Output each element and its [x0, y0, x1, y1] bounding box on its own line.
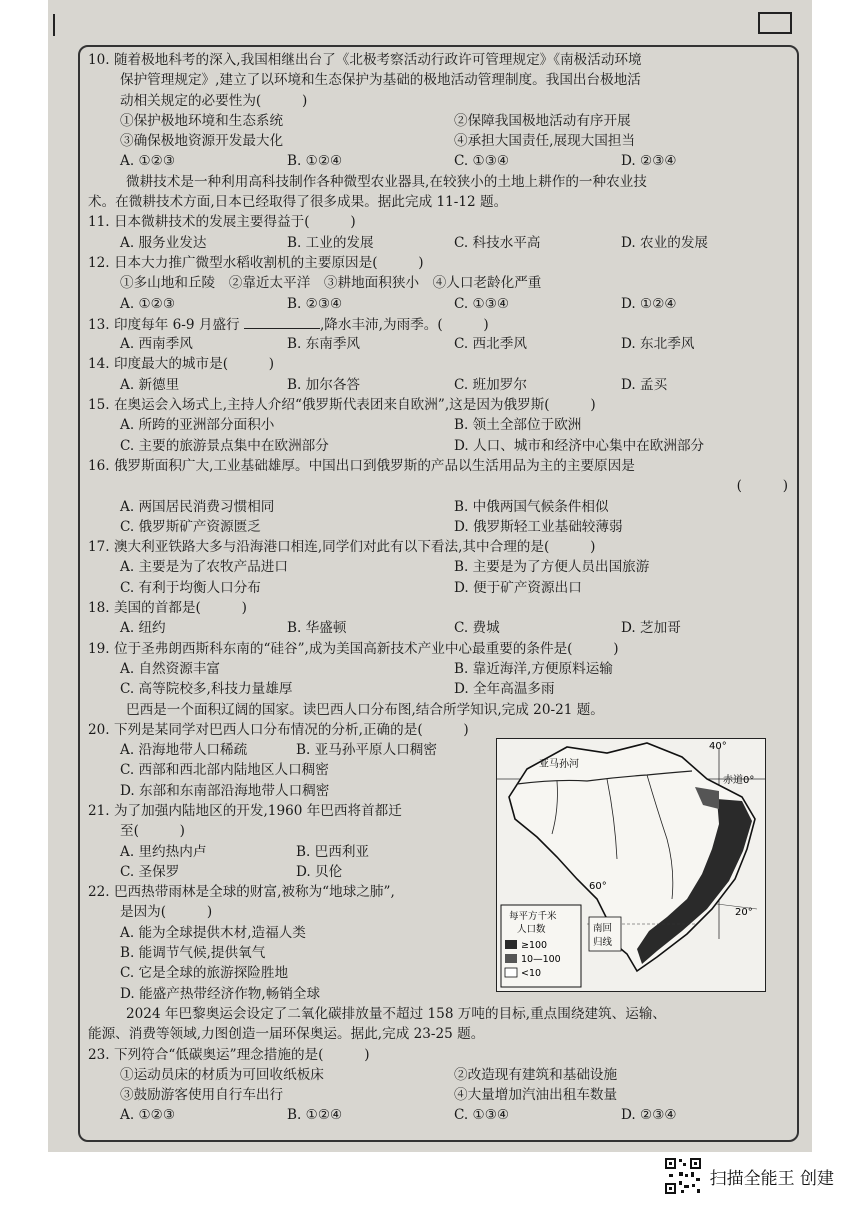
q13-stem-pre: 13. 印度每年 6-9 月盛行: [88, 316, 244, 333]
q11-options: [120, 233, 788, 253]
q10-s1: ①保护极地环境和生态系统: [120, 112, 284, 129]
q23-s2: ②改造现有建筑和基础设施: [454, 1066, 618, 1083]
q10-s2: ②保障我国极地活动有序开展: [454, 112, 631, 129]
q11-option-c: C. 科技水平高: [454, 234, 541, 251]
q11-option-b: B. 工业的发展: [287, 234, 374, 251]
q13-option-a: A. 西南季风: [120, 336, 193, 353]
q19-option-d: D. 全年高温多雨: [454, 681, 555, 698]
label-amazon: 亚马孙河: [539, 759, 579, 770]
tropic-label-1: 南回: [593, 923, 613, 934]
q17-option-b: B. 主要是为了方便人员出国旅游: [454, 559, 650, 576]
q23-options: [120, 1105, 788, 1125]
brazil-population-map: [496, 738, 766, 992]
q12-option-a: A. ①②③: [120, 295, 176, 312]
q13-stem-post: ,降水丰沛,为雨季。( ): [319, 316, 489, 333]
q22-option-a: A. 能为全球提供木材,造福人类: [120, 924, 306, 941]
q23-s3: ③鼓励游客使用自行车出行: [120, 1087, 284, 1104]
q21-option-c: C. 圣保罗: [120, 863, 180, 880]
q10-s4: ④承担大国责任,展现大国担当: [454, 133, 636, 150]
intro-23-25-line2: 能源、消费等领域,力图创造一届环保奥运。据此,完成 23-25 题。: [88, 1026, 485, 1043]
q20-option-b: B. 亚马孙平原人口稠密: [296, 742, 437, 759]
q18-option-b: B. 华盛顿: [287, 620, 347, 637]
q15-option-a: A. 所跨的亚洲部分面积小: [120, 417, 275, 434]
q18-option-c: C. 费城: [454, 620, 500, 637]
tropic-label-2: 归线: [593, 937, 613, 948]
q14-option-c: C. 班加罗尔: [454, 376, 527, 393]
q22-option-b: B. 能调节气候,提供氧气: [120, 945, 266, 962]
q12-option-c: C. ①③④: [454, 295, 510, 312]
qr-code-icon: [664, 1157, 702, 1195]
q16-option-b: B. 中俄两国气候条件相似: [454, 498, 609, 515]
q16-options-2: [120, 517, 788, 537]
q23-s4: ④大量增加汽油出租车数量: [454, 1087, 618, 1104]
q13-option-c: C. 西北季风: [454, 336, 527, 353]
q12-option-d: D. ①②④: [621, 295, 677, 312]
q10-options: [120, 151, 788, 171]
q12-option-b: B. ②③④: [287, 295, 343, 312]
page-edge-mark: [50, 14, 55, 36]
brazil-map-svg: [497, 739, 765, 991]
q14-options: [120, 375, 788, 395]
q22-option-d: D. 能盛产热带经济作物,畅销全球: [120, 985, 321, 1002]
q23-option-d: D. ②③④: [621, 1107, 677, 1124]
q10-statements-2: [120, 131, 788, 151]
q16-paren: ( ): [736, 478, 788, 495]
q15-stem: 15. 在奥运会入场式上,主持人介绍“俄罗斯代表团来自欧洲”,这是因为俄罗斯( ): [88, 397, 596, 414]
legend-swatch-mid: [505, 954, 517, 963]
label-60: 60°: [589, 881, 607, 892]
q18-stem: 18. 美国的首都是( ): [88, 600, 247, 617]
q10-statements-1: [120, 111, 788, 131]
legend-high: ≥100: [521, 940, 548, 951]
q17-stem: 17. 澳大利亚铁路大多与沿海港口相连,同学们对此有以下看法,其中合理的是( ): [88, 539, 596, 556]
q23-stem: 23. 下列符合“低碳奥运”理念措施的是( ): [88, 1046, 370, 1063]
legend-title1: 每平方千米: [509, 911, 557, 922]
legend-swatch-high: [505, 940, 517, 949]
q10-option-d: D. ②③④: [621, 153, 677, 170]
q15-option-d: D. 人口、城市和经济中心集中在欧洲部分: [454, 437, 705, 454]
q15-option-c: C. 主要的旅游景点集中在欧洲部分: [120, 437, 329, 454]
q16-options-1: [120, 497, 788, 517]
q21-line2: 至( ): [120, 823, 185, 840]
q10-option-c: C. ①③④: [454, 153, 510, 170]
legend-swatch-low: [505, 968, 517, 977]
q22-line1: 22. 巴西热带雨林是全球的财富,被称为“地球之肺”,: [88, 884, 395, 901]
q18-options: [120, 618, 788, 638]
q15-option-b: B. 领土全部位于欧洲: [454, 417, 582, 434]
q17-options-2: [120, 578, 788, 598]
q14-stem: 14. 印度最大的城市是( ): [88, 356, 275, 373]
q16-stem: 16. 俄罗斯面积广大,工业基础雄厚。中国出口到俄罗斯的产品以生活用品为主的主要原因是: [88, 457, 635, 474]
q21-option-b: B. 巴西利亚: [296, 843, 370, 860]
q17-option-c: C. 有利于均衡人口分布: [120, 579, 261, 596]
q22-line2: 是因为( ): [120, 904, 213, 921]
q13-stem: [88, 314, 788, 334]
intro-11-12-line1: 微耕技术是一种利用高科技制作各种微型农业器具,在较狭小的土地上耕作的一种农业技: [126, 173, 647, 190]
q20-option-a: A. 沿海地带人口稀疏: [120, 742, 248, 759]
q21-line1: 21. 为了加强内陆地区的开发,1960 年巴西将首都迁: [88, 802, 402, 819]
q22-option-c: C. 它是全球的旅游探险胜地: [120, 965, 289, 982]
legend-mid: 10—100: [521, 954, 561, 965]
corner-box: [758, 12, 792, 34]
q10-line3: 动相关规定的必要性为( ): [120, 92, 308, 109]
q19-option-c: C. 高等院校多,科技力量雄厚: [120, 681, 293, 698]
q14-option-b: B. 加尔各答: [287, 376, 361, 393]
q21-option-d: D. 贝伦: [296, 863, 343, 880]
q19-option-a: A. 自然资源丰富: [120, 660, 221, 677]
q10-line1: 10. 随着极地科考的深入,我国相继出台了《北极考察活动行政许可管理规定》《南极活动环境: [88, 52, 642, 68]
q10-line2: 保护管理规定》,建立了以环境和生态保护为基础的极地活动管理制度。我国出台极地活: [120, 72, 641, 89]
q10-s3: ③确保极地资源开发最大化: [120, 133, 284, 150]
q23-option-b: B. ①②④: [287, 1107, 343, 1124]
q23-option-c: C. ①③④: [454, 1107, 510, 1124]
q10-option-b: B. ①②④: [287, 153, 343, 170]
q12-statements: ①多山地和丘陵 ②靠近太平洋 ③耕地面积狭小 ④人口老龄化严重: [120, 275, 542, 292]
q15-options-2: [120, 436, 788, 456]
legend-title2: 人口数: [517, 924, 546, 935]
legend-low: <10: [521, 968, 542, 979]
q23-statements-1: [120, 1065, 788, 1085]
q19-options-1: [120, 659, 788, 679]
q11-option-d: D. 农业的发展: [621, 234, 709, 251]
q16-option-d: D. 俄罗斯轻工业基础较薄弱: [454, 518, 623, 535]
q13-blank: [244, 314, 320, 329]
q12-options: [120, 294, 788, 314]
q13-option-b: B. 东南季风: [287, 336, 361, 353]
q17-option-d: D. 便于矿产资源出口: [454, 579, 582, 596]
label-equator: 赤道0°: [723, 775, 755, 786]
q17-options-1: [120, 557, 788, 577]
q23-s1: ①运动员床的材质为可回收纸板床: [120, 1066, 324, 1083]
q11-stem: 11. 日本微耕技术的发展主要得益于( ): [88, 214, 356, 231]
watermark-text: 扫描全能王 创建: [709, 1168, 834, 1189]
q18-option-d: D. 芝加哥: [621, 620, 681, 637]
intro-23-25-line1: 2024 年巴黎奥运会设定了二氧化碳排放量不超过 158 万吨的目标,重点围绕建筑、运输、: [126, 1005, 667, 1022]
intro-20-21: 巴西是一个面积辽阔的国家。读巴西人口分布图,结合所学知识,完成 20-21 题。: [126, 701, 604, 718]
q14-option-a: A. 新德里: [120, 376, 180, 393]
label-20: 20°: [735, 907, 753, 918]
q13-option-d: D. 东北季风: [621, 336, 695, 353]
q23-statements-2: [120, 1085, 788, 1105]
intro-11-12-line2: 术。在微耕技术方面,日本已经取得了很多成果。据此完成 11-12 题。: [88, 194, 508, 211]
q11-option-a: A. 服务业发达: [120, 234, 207, 251]
q15-options-1: [120, 415, 788, 435]
q23-option-a: A. ①②③: [120, 1107, 176, 1124]
q19-stem: 19. 位于圣弗朗西斯科东南的“硅谷”,成为美国高新技术产业中心最重要的条件是( ): [88, 640, 619, 657]
q14-option-d: D. 孟买: [621, 376, 668, 393]
label-40: 40°: [709, 741, 727, 752]
q20-stem: 20. 下列是某同学对巴西人口分布情况的分析,正确的是( ): [88, 721, 469, 738]
q19-option-b: B. 靠近海洋,方便原料运输: [454, 660, 613, 677]
q13-options: [120, 334, 788, 354]
q20-option-c: C. 西部和西北部内陆地区人口稠密: [120, 762, 329, 779]
q19-options-2: [120, 679, 788, 699]
q17-option-a: A. 主要是为了农牧产品进口: [120, 559, 288, 576]
q21-option-a: A. 里约热内卢: [120, 843, 207, 860]
q18-option-a: A. 纽约: [120, 620, 166, 637]
q16-option-c: C. 俄罗斯矿产资源匮乏: [120, 518, 261, 535]
q16-option-a: A. 两国居民消费习惯相同: [120, 498, 275, 515]
scanner-watermark: [664, 1157, 834, 1195]
q20-option-d: D. 东部和东南部沿海地带人口稠密: [120, 782, 330, 799]
q10-option-a: A. ①②③: [120, 153, 176, 170]
q12-stem: 12. 日本大力推广微型水稻收割机的主要原因是( ): [88, 254, 424, 271]
